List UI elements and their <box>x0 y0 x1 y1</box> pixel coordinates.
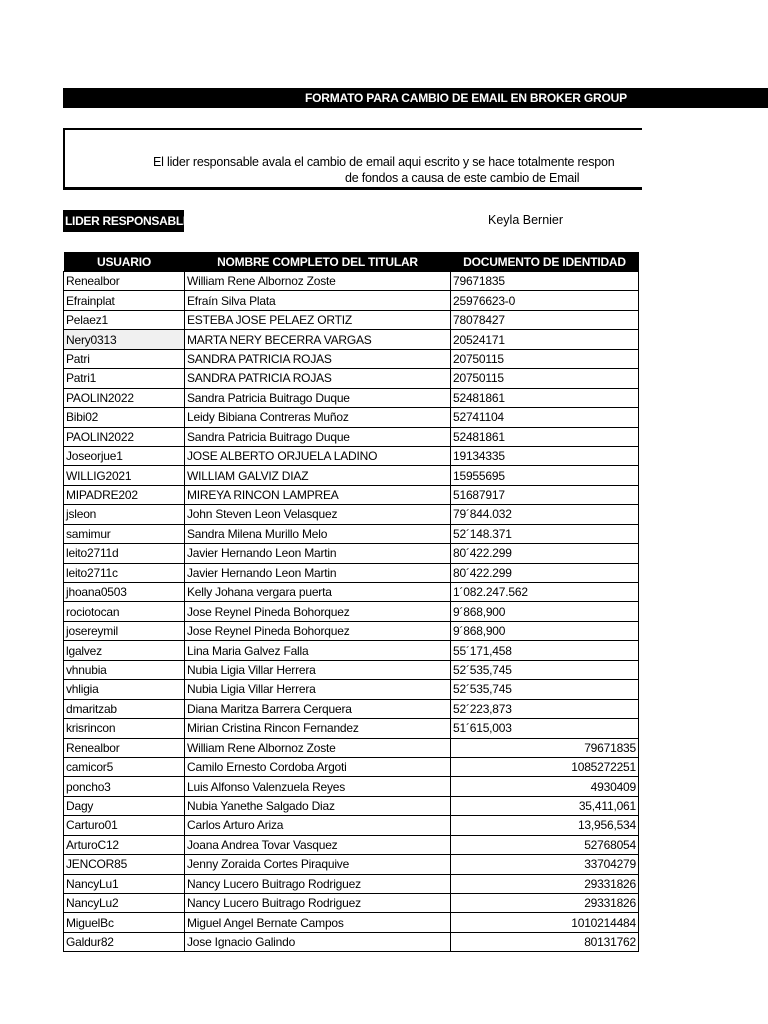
nombre-cell[interactable]: Nubia Ligia Villar Herrera <box>185 680 451 699</box>
documento-cell[interactable]: 80´422.299 <box>451 544 639 563</box>
documento-cell[interactable]: 19134335 <box>451 446 639 465</box>
usuario-cell[interactable]: rociotocan <box>64 602 185 621</box>
table-row <box>64 505 639 524</box>
form-title-bar <box>63 88 768 108</box>
nombre-cell[interactable]: Luis Alfonso Valenzuela Reyes <box>185 777 451 796</box>
nombre-cell[interactable]: Nancy Lucero Buitrago Rodriguez <box>185 874 451 893</box>
table-row <box>64 699 639 718</box>
table-row <box>64 757 639 776</box>
table-row <box>64 874 639 893</box>
nombre-cell[interactable]: Sandra Patricia Buitrago Duque <box>185 427 451 446</box>
nombre-cell[interactable]: Jenny Zoraida Cortes Piraquive <box>185 855 451 874</box>
usuario-cell[interactable]: JENCOR85 <box>64 855 185 874</box>
table-row <box>64 680 639 699</box>
table-row <box>64 641 639 660</box>
documento-cell[interactable]: 52´535,745 <box>451 680 639 699</box>
nombre-cell[interactable]: Diana Maritza Barrera Cerquera <box>185 699 451 718</box>
usuario-cell[interactable]: Efrainplat <box>64 291 185 310</box>
notice-line-2: de fondos a causa de este cambio de Email <box>345 171 580 185</box>
users-table <box>63 252 639 952</box>
documento-cell[interactable]: 79671835 <box>451 272 639 291</box>
documento-cell[interactable]: 80131762 <box>451 932 639 951</box>
table-row <box>64 796 639 815</box>
documento-cell[interactable]: 29331826 <box>451 894 639 913</box>
table-row <box>64 485 639 504</box>
usuario-cell[interactable]: MIPADRE202 <box>64 485 185 504</box>
usuario-cell[interactable]: poncho3 <box>64 777 185 796</box>
nombre-cell[interactable]: John Steven Leon Velasquez <box>185 505 451 524</box>
table-row <box>64 369 639 388</box>
documento-cell[interactable]: 1085272251 <box>451 757 639 776</box>
nombre-cell[interactable]: WILLIAM GALVIZ DIAZ <box>185 466 451 485</box>
documento-cell[interactable]: 33704279 <box>451 855 639 874</box>
documento-cell[interactable]: 80´422.299 <box>451 563 639 582</box>
usuario-cell[interactable]: Carturo01 <box>64 816 185 835</box>
header-nombre: NOMBRE COMPLETO DEL TITULAR <box>185 252 451 272</box>
table-row <box>64 855 639 874</box>
nombre-cell[interactable]: Sandra Milena Murillo Melo <box>185 524 451 543</box>
table-row <box>64 602 639 621</box>
table-row <box>64 544 639 563</box>
nombre-cell[interactable]: JOSE ALBERTO ORJUELA LADINO <box>185 446 451 465</box>
leader-name[interactable]: Keyla Bernier <box>488 213 564 227</box>
documento-cell[interactable]: 20750115 <box>451 369 639 388</box>
documento-cell[interactable]: 1´082.247.562 <box>451 583 639 602</box>
usuario-cell[interactable]: Renealbor <box>64 272 185 291</box>
documento-cell[interactable]: 13,956,534 <box>451 816 639 835</box>
table-row <box>64 466 639 485</box>
table-row <box>64 719 639 738</box>
table-row <box>64 563 639 582</box>
form-title: FORMATO PARA CAMBIO DE EMAIL EN BROKER GROUP <box>305 91 627 105</box>
usuario-cell[interactable]: jhoana0503 <box>64 583 185 602</box>
usuario-cell[interactable]: Patri1 <box>64 369 185 388</box>
table-row <box>64 932 639 951</box>
nombre-cell[interactable]: Sandra Patricia Buitrago Duque <box>185 388 451 407</box>
table-row <box>64 330 639 349</box>
usuario-cell[interactable]: Galdur82 <box>64 932 185 951</box>
usuario-cell[interactable]: lgalvez <box>64 641 185 660</box>
table-row <box>64 310 639 329</box>
table-row <box>64 894 639 913</box>
nombre-cell[interactable]: William Rene Albornoz Zoste <box>185 738 451 757</box>
nombre-cell[interactable]: Kelly Johana vergara puerta <box>185 583 451 602</box>
documento-cell[interactable]: 52´535,745 <box>451 660 639 679</box>
nombre-cell[interactable]: SANDRA PATRICIA ROJAS <box>185 349 451 368</box>
nombre-cell[interactable]: Mirian Cristina Rincon Fernandez <box>185 719 451 738</box>
table-row <box>64 291 639 310</box>
documento-cell[interactable]: 52481861 <box>451 427 639 446</box>
documento-cell[interactable]: 15955695 <box>451 466 639 485</box>
notice-box <box>63 128 642 190</box>
table-row <box>64 583 639 602</box>
documento-cell[interactable]: 1010214484 <box>451 913 639 932</box>
table-row <box>64 408 639 427</box>
usuario-cell[interactable]: jsleon <box>64 505 185 524</box>
usuario-cell[interactable]: Pelaez1 <box>64 310 185 329</box>
usuario-cell[interactable]: vhnubia <box>64 660 185 679</box>
usuario-cell[interactable]: Renealbor <box>64 738 185 757</box>
table-row <box>64 660 639 679</box>
nombre-cell[interactable]: SANDRA PATRICIA ROJAS <box>185 369 451 388</box>
usuario-cell[interactable]: MiguelBc <box>64 913 185 932</box>
documento-cell[interactable]: 55´171,458 <box>451 641 639 660</box>
documento-cell[interactable]: 78078427 <box>451 310 639 329</box>
documento-cell[interactable]: 51´615,003 <box>451 719 639 738</box>
nombre-cell[interactable]: Efraín Silva Plata <box>185 291 451 310</box>
usuario-cell[interactable]: NancyLu1 <box>64 874 185 893</box>
nombre-cell[interactable]: Nancy Lucero Buitrago Rodriguez <box>185 894 451 913</box>
usuario-cell[interactable]: camicor5 <box>64 757 185 776</box>
nombre-cell[interactable]: Camilo Ernesto Cordoba Argoti <box>185 757 451 776</box>
table-row <box>64 913 639 932</box>
nombre-cell[interactable]: Jose Reynel Pineda Bohorquez <box>185 602 451 621</box>
usuario-cell[interactable]: dmaritzab <box>64 699 185 718</box>
usuario-cell[interactable]: Patri <box>64 349 185 368</box>
documento-cell[interactable]: 35,411,061 <box>451 796 639 815</box>
table-row <box>64 272 639 291</box>
nombre-cell[interactable]: Javier Hernando Leon Martin <box>185 544 451 563</box>
documento-cell[interactable]: 52481861 <box>451 388 639 407</box>
usuario-cell[interactable]: ArturoC12 <box>64 835 185 854</box>
documento-cell[interactable]: 52741104 <box>451 408 639 427</box>
nombre-cell[interactable]: ESTEBA JOSE PELAEZ ORTIZ <box>185 310 451 329</box>
documento-cell[interactable]: 9´868,900 <box>451 602 639 621</box>
nombre-cell[interactable]: Nubia Ligia Villar Herrera <box>185 660 451 679</box>
usuario-cell[interactable]: PAOLIN2022 <box>64 388 185 407</box>
documento-cell[interactable]: 20750115 <box>451 349 639 368</box>
nombre-cell[interactable]: Joana Andrea Tovar Vasquez <box>185 835 451 854</box>
usuario-cell[interactable]: Joseorjue1 <box>64 446 185 465</box>
documento-cell[interactable]: 29331826 <box>451 874 639 893</box>
usuario-cell[interactable]: samimur <box>64 524 185 543</box>
leader-label: LIDER RESPONSABLE <box>63 210 184 232</box>
usuario-cell[interactable]: leito2711c <box>64 563 185 582</box>
nombre-cell[interactable]: Lina Maria Galvez Falla <box>185 641 451 660</box>
usuario-cell[interactable]: Dagy <box>64 796 185 815</box>
documento-cell[interactable]: 79´844.032 <box>451 505 639 524</box>
documento-cell[interactable]: 79671835 <box>451 738 639 757</box>
header-documento: DOCUMENTO DE IDENTIDAD <box>451 252 639 272</box>
documento-cell[interactable]: 51687917 <box>451 485 639 504</box>
usuario-cell[interactable]: krisrincon <box>64 719 185 738</box>
usuario-cell[interactable]: leito2711d <box>64 544 185 563</box>
nombre-cell[interactable]: MARTA NERY BECERRA VARGAS <box>185 330 451 349</box>
usuario-cell[interactable]: PAOLIN2022 <box>64 427 185 446</box>
usuario-cell[interactable]: josereymil <box>64 621 185 640</box>
nombre-cell[interactable]: Miguel Angel Bernate Campos <box>185 913 451 932</box>
nombre-cell[interactable]: Leidy Bibiana Contreras Muñoz <box>185 408 451 427</box>
table-row <box>64 388 639 407</box>
documento-cell[interactable]: 9´868,900 <box>451 621 639 640</box>
documento-cell[interactable]: 52768054 <box>451 835 639 854</box>
table-row <box>64 816 639 835</box>
nombre-cell[interactable]: Jose Ignacio Galindo <box>185 932 451 951</box>
table-row <box>64 524 639 543</box>
usuario-cell[interactable]: Bibi02 <box>64 408 185 427</box>
usuario-cell[interactable]: NancyLu2 <box>64 894 185 913</box>
table-row <box>64 738 639 757</box>
nombre-cell[interactable]: MIREYA RINCON LAMPREA <box>185 485 451 504</box>
table-row <box>64 349 639 368</box>
documento-cell[interactable]: 20524171 <box>451 330 639 349</box>
table-row <box>64 835 639 854</box>
table-row <box>64 446 639 465</box>
nombre-cell[interactable]: Javier Hernando Leon Martin <box>185 563 451 582</box>
nombre-cell[interactable]: Nubia Yanethe Salgado Diaz <box>185 796 451 815</box>
nombre-cell[interactable]: William Rene Albornoz Zoste <box>185 272 451 291</box>
documento-cell[interactable]: 52´148.371 <box>451 524 639 543</box>
notice-line-1: El lider responsable avala el cambio de email aqui escrito y se hace totalmente respon <box>153 155 615 169</box>
documento-cell[interactable]: 25976623-0 <box>451 291 639 310</box>
table-row <box>64 777 639 796</box>
nombre-cell[interactable]: Carlos Arturo Ariza <box>185 816 451 835</box>
documento-cell[interactable]: 52´223,873 <box>451 699 639 718</box>
usuario-cell[interactable]: Nery0313 <box>64 330 185 349</box>
nombre-cell[interactable]: Jose Reynel Pineda Bohorquez <box>185 621 451 640</box>
usuario-cell[interactable]: vhligia <box>64 680 185 699</box>
documento-cell[interactable]: 4930409 <box>451 777 639 796</box>
header-usuario: USUARIO <box>64 252 185 272</box>
table-header-row <box>64 252 639 272</box>
usuario-cell[interactable]: WILLIG2021 <box>64 466 185 485</box>
table-row <box>64 427 639 446</box>
table-row <box>64 621 639 640</box>
